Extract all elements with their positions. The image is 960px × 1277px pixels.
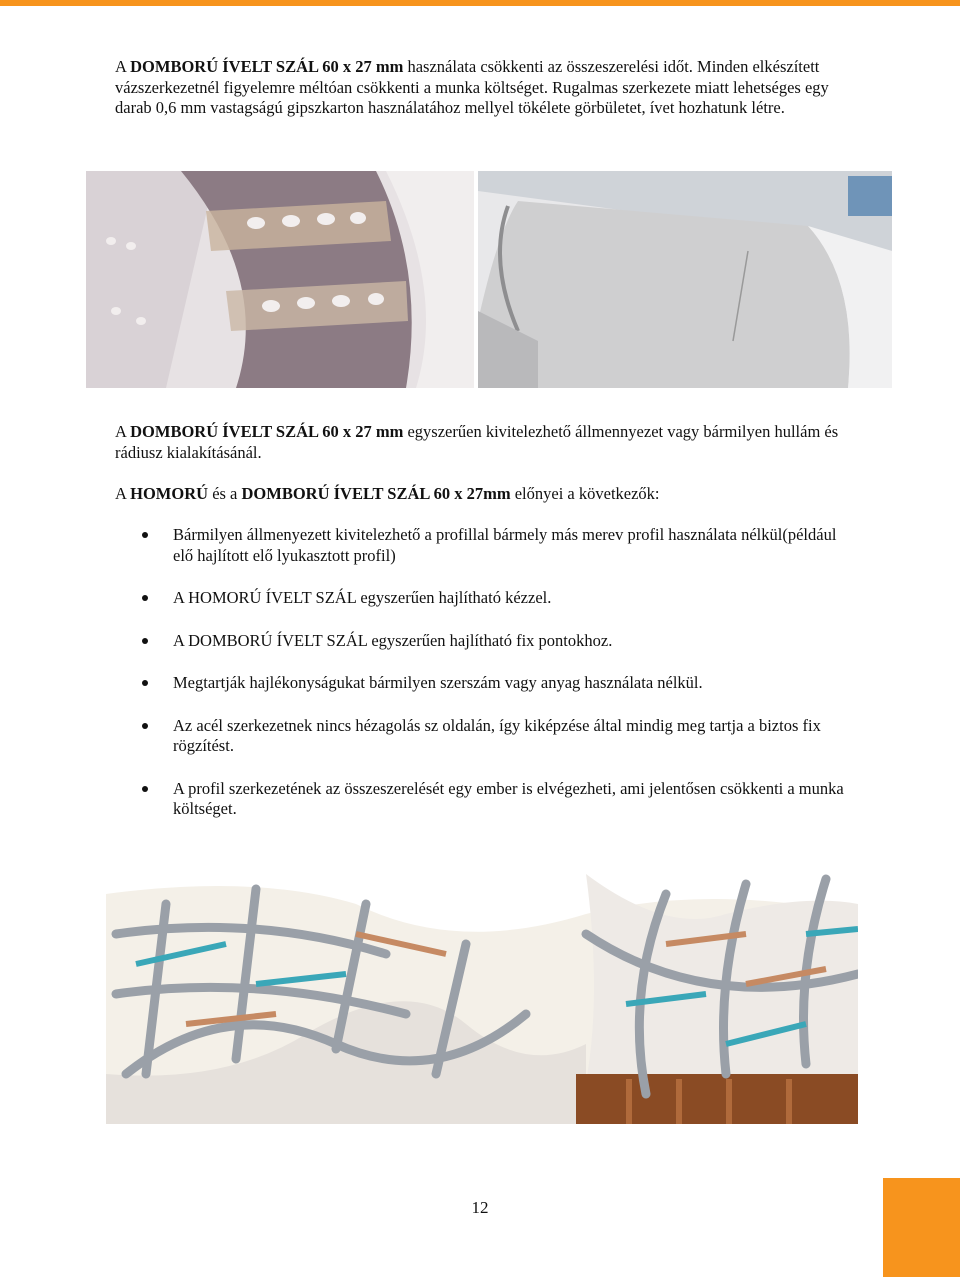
- bullet-icon: [142, 595, 148, 601]
- list-item-text: Megtartják hajlékonyságukat bármilyen szerszám vagy anyag használata nélkül.: [173, 673, 703, 692]
- bullet-icon: [142, 638, 148, 644]
- text: A: [115, 484, 131, 503]
- orange-corner-block: [883, 1178, 960, 1277]
- list-item: [115, 588, 855, 609]
- intro-paragraph: [115, 57, 840, 119]
- product-name: DOMBORÚ ÍVELT SZÁL 60 x 27mm: [241, 484, 511, 503]
- orange-header-bar: [0, 0, 960, 6]
- text: használata csökkenti az összeszerelési időt. Minden elkészített vázszerkezetnél figyelemre méltóan csökkenti a munka költséget. Rugalmas szerkezete miatt lehetséges egy darab 0,6 mm vastagságú gipszkarton használatához mellyel tökélete görbületet, ívet hozhatunk létre.: [115, 57, 829, 117]
- product-name: DOMBORÚ ÍVELT SZÁL 60 x 27 mm: [130, 57, 404, 76]
- text: és a: [208, 484, 242, 503]
- product-name: DOMBORÚ ÍVELT SZÁL 60 x 27 mm: [130, 422, 404, 441]
- curved-ceiling-drywall-photo: [478, 171, 892, 388]
- bullet-icon: [142, 680, 148, 686]
- list-item: [115, 673, 855, 694]
- text: A: [115, 57, 131, 76]
- list-item: [115, 716, 855, 757]
- list-item-text: A HOMORÚ ÍVELT SZÁL egyszerűen hajlítható kézzel.: [173, 588, 552, 607]
- bullet-icon: [142, 532, 148, 538]
- list-item-text: A profil szerkezetének az összeszerelését egy ember is elvégezheti, ami jelentősen csökkenti a munka költséget.: [173, 778, 844, 818]
- list-item-text: Az acél szerkezetnek nincs hézagolás sz oldalán, így kiképzése által mindig meg tartja a biztos fix rögzítést.: [173, 715, 821, 755]
- advantages-list: [115, 525, 855, 820]
- text: A: [115, 422, 131, 441]
- page-number: 12: [471, 1198, 489, 1217]
- usage-paragraph: [115, 422, 840, 463]
- list-item-text: A DOMBORÚ ÍVELT SZÁL egyszerűen hajlítható fix pontokhoz.: [173, 630, 613, 650]
- list-item-text: Bármilyen állmenyezett kivitelezhető a profillal bármely más merev profil használata nélkül(például elő hajlított elő lyukasztott profil): [173, 525, 837, 565]
- advantages-heading: [115, 484, 840, 505]
- text: egyszerűen kivitelezhető állmennyezet vagy bármilyen hullám és rádiusz kialakításánál.: [115, 422, 839, 462]
- bullet-icon: [142, 786, 148, 792]
- product-name: HOMORÚ: [130, 484, 209, 503]
- bullet-icon: [142, 723, 148, 729]
- curved-column-photo: [86, 171, 474, 388]
- list-item: [115, 779, 855, 820]
- wave-ceiling-frame-photo: [106, 874, 858, 1124]
- text: előnyei a következők:: [510, 484, 660, 503]
- list-item: [115, 525, 855, 566]
- list-item: [115, 631, 855, 652]
